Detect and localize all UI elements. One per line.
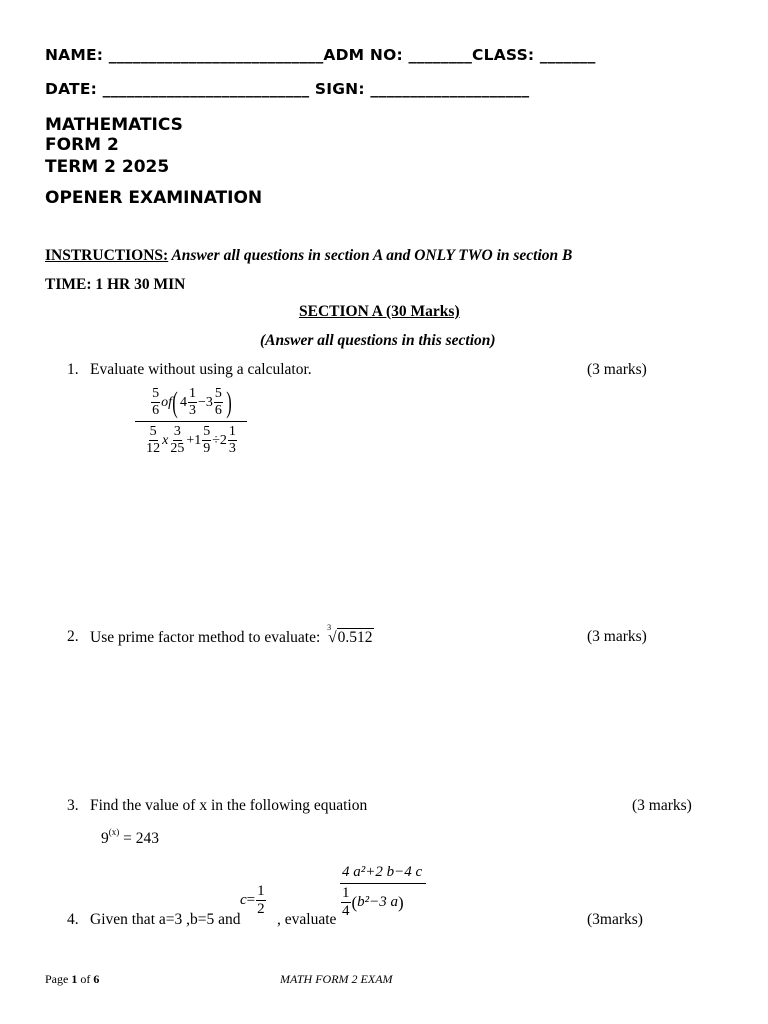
form-title: FORM 2	[45, 135, 119, 155]
question-3-text: Find the value of x in the following equation	[90, 797, 368, 814]
question-4-number: 4.	[67, 911, 79, 928]
question-1-marks: (3 marks)	[587, 361, 647, 378]
question-4-evaluate: , evaluate	[277, 911, 337, 928]
question-3-marks: (3 marks)	[632, 797, 692, 814]
c-value: c= $\frac{1}{2}$	[240, 883, 265, 917]
instructions-label: INSTRUCTIONS:	[45, 247, 169, 264]
name-adm-class-line: NAME: ___________________________ADM NO: ________CLASS: _______	[45, 46, 596, 64]
subject-title: MATHEMATICS	[45, 115, 183, 135]
question-2-number: 2.	[67, 628, 79, 645]
question-2-marks: (3 marks)	[587, 628, 647, 645]
time-allowed: TIME: 1 HR 30 MIN	[45, 276, 186, 293]
date-sign-line: DATE: __________________________ SIGN: ____________________	[45, 80, 530, 98]
term-title: TERM 2 2025	[45, 157, 170, 177]
expression-4-numerator: 4 a²+2 b−4 c	[342, 864, 423, 880]
question-2-text: Use prime factor method to evaluate: 3 √0.512	[90, 623, 373, 646]
section-heading: SECTION A (30 Marks)	[299, 303, 460, 320]
instructions	[45, 247, 572, 265]
section-subheading: (Answer all questions in this section)	[260, 332, 496, 349]
expression-4	[340, 864, 426, 919]
page-number: Page 1 of 6	[45, 972, 100, 986]
question-1-number: 1.	[67, 361, 79, 378]
expression-4-denominator: 1 4 ( b²−3 a )	[342, 885, 404, 919]
expression-1-denominator: 5 12 x 3 25 +1 $\frac{5}{9}$ ÷2 1 3	[146, 424, 236, 456]
question-3-equation: $9^{(x)} = 243$	[101, 827, 159, 847]
expression-1	[135, 387, 247, 456]
exam-title: OPENER EXAMINATION	[45, 188, 263, 208]
question-3-number: 3.	[67, 797, 79, 814]
expression-1-numerator: 5 6 of ( 4 1 3 −3 5 6 )	[152, 385, 232, 419]
question-1-text: Evaluate without using a calculator.	[90, 361, 312, 378]
question-4-marks: (3marks)	[587, 911, 643, 928]
footer-title: MATH FORM 2 EXAM	[280, 972, 393, 986]
question-4-text: Given that a=3 ,b=5 and	[90, 911, 241, 928]
instructions-text: Answer all questions in section A and ONLY TWO in section B	[168, 247, 573, 264]
cube-root: 3 √0.512	[327, 623, 373, 646]
